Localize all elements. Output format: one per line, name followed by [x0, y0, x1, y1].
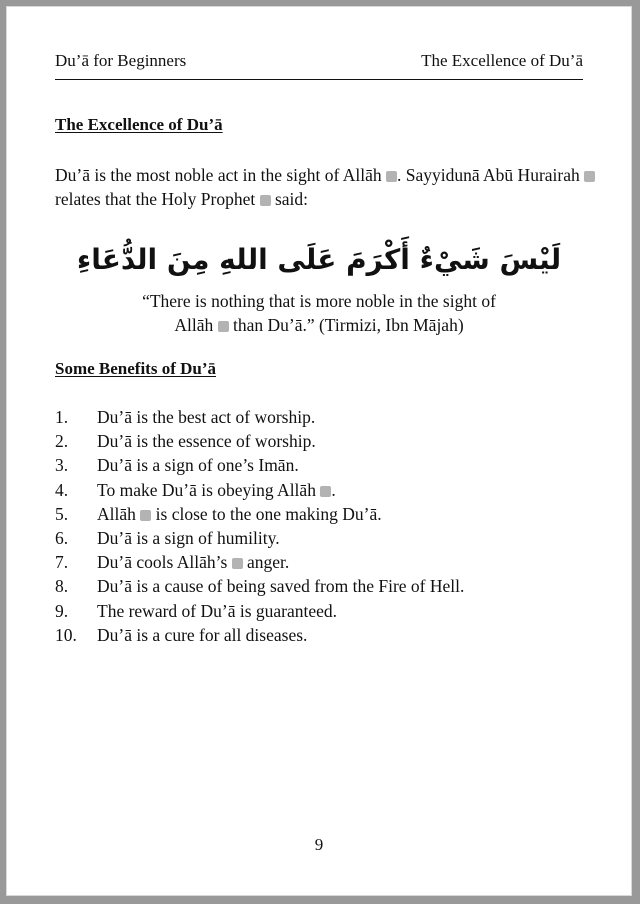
running-header — [55, 51, 583, 80]
translation-text: than Du’ā.” (Tirmizi, Ibn Mājah) — [232, 315, 464, 335]
section-heading-benefits: Some Benefits of Du’ā — [55, 359, 217, 378]
list-item — [55, 431, 464, 455]
list-number: 6. — [55, 527, 69, 548]
list-number: 9. — [55, 600, 69, 621]
list-text-main: To make Du’ā is obeying Allāh — [97, 479, 316, 500]
intro-paragraph — [55, 163, 615, 211]
para-text: said: — [274, 189, 309, 209]
list-item — [55, 576, 464, 600]
list-text-after: . — [331, 479, 336, 500]
arabic-hadith: لَيْسَ شَيْءٌ أَكْرَمَ عَلَى اللهِ مِنَ الدُّعَاءِ — [76, 243, 562, 276]
honorific-icon — [218, 321, 229, 332]
list-number: 4. — [55, 479, 69, 500]
list-item — [55, 552, 464, 576]
benefits-list — [55, 407, 464, 649]
list-text-main: Du’ā is a cure for all diseases. — [97, 624, 308, 645]
list-text — [97, 576, 464, 600]
header-chapter-title: The Excellence of Du’ā — [421, 51, 583, 70]
honorific-icon — [260, 195, 271, 206]
document-page — [6, 6, 632, 896]
list-item — [55, 528, 464, 552]
list-text — [97, 455, 299, 479]
header-book-title: Du’ā for Beginners — [55, 51, 187, 70]
honorific-icon — [386, 171, 397, 182]
list-text — [97, 528, 280, 552]
translation-text: Allāh — [174, 315, 214, 335]
list-number: 5. — [55, 503, 69, 524]
list-number: 2. — [55, 431, 69, 452]
section-heading-excellence: The Excellence of Du’ā — [55, 115, 223, 134]
list-item — [55, 407, 464, 431]
list-item — [55, 455, 464, 479]
honorific-icon — [584, 171, 595, 182]
honorific-icon — [232, 558, 243, 569]
list-text — [97, 431, 316, 455]
list-number: 7. — [55, 552, 69, 573]
list-item — [55, 480, 464, 504]
list-number: 8. — [55, 576, 69, 597]
list-text — [97, 625, 307, 649]
list-text-main: Allāh — [97, 503, 136, 524]
list-text-main: Du’ā is a cause of being saved from the Fire of Hell. — [97, 576, 465, 597]
list-item — [55, 504, 464, 528]
list-text-main: Du’ā is a sign of humility. — [97, 527, 280, 548]
hadith-translation — [7, 289, 631, 337]
para-text: relates that the Holy Prophet — [55, 189, 256, 209]
list-item — [55, 601, 464, 625]
list-text — [97, 601, 337, 625]
list-text — [97, 480, 336, 504]
para-text: . Sayyidunā Abū Hurairah — [397, 165, 580, 185]
list-text-main: The reward of Du’ā is guaranteed. — [97, 600, 338, 621]
list-text-main: Du’ā cools Allāh’s — [97, 552, 228, 573]
list-number: 10. — [55, 624, 77, 645]
list-text — [97, 504, 382, 528]
list-number: 3. — [55, 455, 69, 476]
list-text-main: Du’ā is a sign of one’s Imān. — [97, 455, 299, 476]
translation-line: “There is nothing that is more noble in the sight of — [142, 291, 496, 311]
honorific-icon — [140, 510, 151, 521]
translation-line — [7, 313, 631, 337]
list-text — [97, 552, 289, 576]
list-text-main: Du’ā is the essence of worship. — [97, 431, 316, 452]
list-text-after: anger. — [247, 552, 290, 573]
list-number: 1. — [55, 407, 69, 427]
para-text: Du’ā is the most noble act in the sight of Allāh — [55, 165, 382, 185]
honorific-icon — [320, 486, 331, 497]
list-text-main: Du’ā is the best act of worship. — [97, 407, 316, 427]
page-number: 9 — [314, 835, 324, 854]
list-item — [55, 625, 464, 649]
list-text-after: is close to the one making Du’ā. — [155, 503, 382, 524]
list-text — [97, 407, 315, 431]
